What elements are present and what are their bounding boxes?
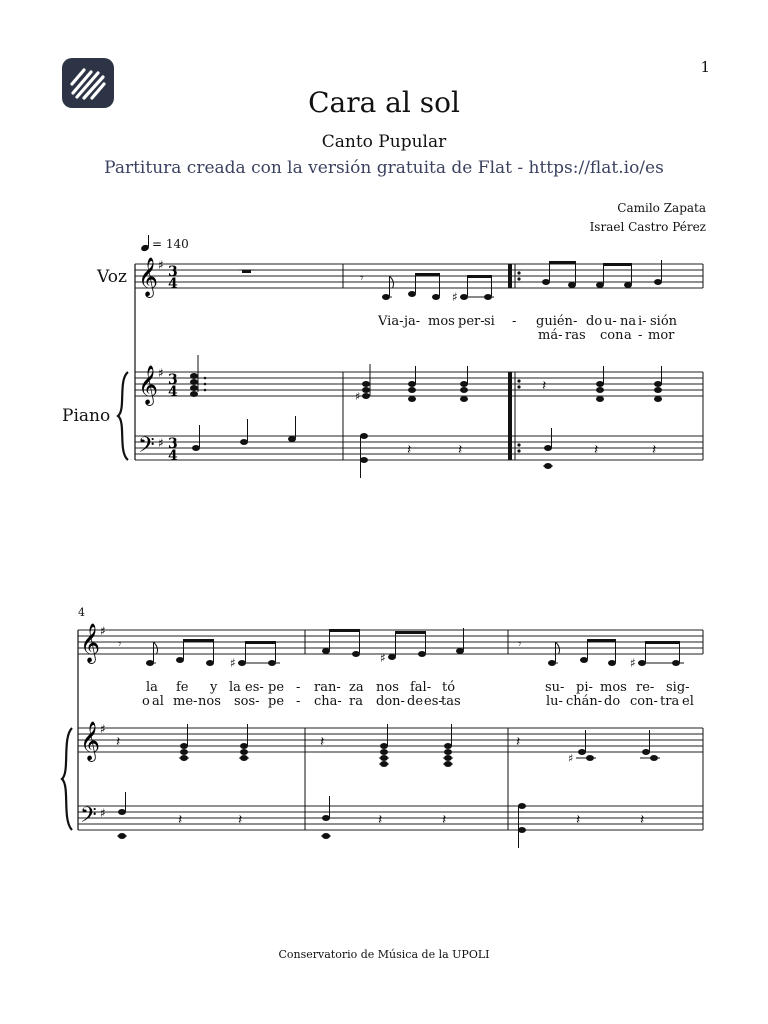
lyric-syllable: re- xyxy=(636,680,655,695)
treble-clef-icon: 𝄞 xyxy=(138,365,159,405)
svg-text:𝄽: 𝄽 xyxy=(378,812,383,828)
lyric-syllable: es- xyxy=(245,680,264,695)
svg-text:♯: ♯ xyxy=(568,752,574,765)
score-subtitle: Canto Pupular xyxy=(321,132,447,152)
lyric-syllable: pe xyxy=(268,680,285,695)
svg-text:𝄽: 𝄽 xyxy=(238,812,243,828)
svg-text:𝄽: 𝄽 xyxy=(178,812,183,828)
lyric-syllable: el xyxy=(682,694,694,709)
lyric-syllable: mos xyxy=(600,680,627,695)
svg-text:3: 3 xyxy=(168,372,178,388)
svg-text:𝄽: 𝄽 xyxy=(594,442,599,458)
svg-text:♯: ♯ xyxy=(630,656,636,670)
svg-text:𝄽: 𝄽 xyxy=(516,734,521,750)
svg-text:𝄽: 𝄽 xyxy=(458,442,463,458)
treble-clef-icon: 𝄞 xyxy=(80,623,101,663)
lyric-syllable: do xyxy=(604,694,621,709)
svg-text:♯: ♯ xyxy=(355,390,361,403)
sharp-icon: ♯ xyxy=(100,806,106,820)
lyric-syllable: do xyxy=(586,314,603,329)
lyric-syllable: tas xyxy=(441,694,461,709)
piano-bass-staff-1 xyxy=(135,436,703,460)
lyric-syllable: nos xyxy=(376,680,399,695)
measure-number: 4 xyxy=(78,606,85,619)
svg-text:𝄽: 𝄽 xyxy=(320,734,325,750)
sharp-icon: ♯ xyxy=(158,436,164,450)
lyric-syllable: sig- xyxy=(666,680,690,695)
svg-text:𝄾: 𝄾 xyxy=(518,637,522,652)
lyric-syllable: a xyxy=(624,328,632,343)
arranger-credit: Israel Castro Pérez xyxy=(589,220,706,234)
lyric-syllable: - xyxy=(296,680,301,695)
lyric-syllable: Via- xyxy=(378,314,404,329)
rest-icon xyxy=(242,270,251,273)
lyric-syllable: za xyxy=(349,680,364,695)
svg-text:♯: ♯ xyxy=(452,290,458,304)
lyric-syllable: de xyxy=(407,694,424,709)
svg-text:𝄽: 𝄽 xyxy=(652,442,657,458)
page-number: 1 xyxy=(700,58,710,76)
lyric-syllable: sos- xyxy=(234,694,260,709)
page-footer: Conservatorio de Música de la UPOLI xyxy=(278,948,490,961)
lyric-syllable: per- xyxy=(458,314,485,329)
lyric-syllable: ra xyxy=(349,694,363,709)
tempo-note-icon xyxy=(140,235,150,252)
lyric-syllable: es- xyxy=(424,694,443,709)
svg-text:𝄽: 𝄽 xyxy=(576,812,581,828)
lyric-syllable: con- xyxy=(630,694,658,709)
svg-text:4: 4 xyxy=(168,384,178,400)
bass-clef-icon: 𝄢 xyxy=(80,803,97,833)
svg-text:4: 4 xyxy=(168,276,178,292)
svg-text:𝄽: 𝄽 xyxy=(542,378,547,394)
svg-text:3: 3 xyxy=(168,436,178,452)
piano-part-name: Piano xyxy=(62,406,111,426)
lyric-syllable: cha- xyxy=(314,694,342,709)
lyric-syllable: al xyxy=(152,694,164,709)
svg-text:𝄽: 𝄽 xyxy=(116,734,121,750)
svg-text:4: 4 xyxy=(168,448,178,464)
svg-text:3: 3 xyxy=(168,264,178,280)
svg-text:♯: ♯ xyxy=(230,656,236,670)
lyric-syllable: ras xyxy=(565,328,586,343)
svg-text:𝄽: 𝄽 xyxy=(640,812,645,828)
lyric-syllable: - xyxy=(573,314,578,329)
lyric-syllable: o xyxy=(142,694,150,709)
lyric-syllable: u- xyxy=(604,314,617,329)
lyric-syllable: - xyxy=(638,328,643,343)
voice-part-name: Voz xyxy=(97,267,127,287)
lyric-syllable: ja- xyxy=(404,314,421,329)
sharp-icon: ♯ xyxy=(100,624,106,638)
lyric-syllable: má- xyxy=(538,328,563,343)
lyric-syllable: - xyxy=(296,694,301,709)
lyric-syllable: pe xyxy=(268,694,285,709)
lyric-syllable: fe xyxy=(176,680,189,695)
svg-text:♯: ♯ xyxy=(380,651,386,665)
lyric-syllable: na xyxy=(620,314,637,329)
lyric-syllable: - xyxy=(512,314,517,329)
lyric-syllable: pi- xyxy=(576,680,593,695)
lyric-syllable: me- xyxy=(173,694,198,709)
repeat-barline-1 xyxy=(508,264,521,460)
time-signature xyxy=(168,264,178,464)
lyric-syllable: mos xyxy=(428,314,455,329)
piano-bass-staff-2 xyxy=(78,806,703,830)
lyric-syllable: la xyxy=(146,680,158,695)
sharp-icon: ♯ xyxy=(158,258,164,272)
score-title: Cara al sol xyxy=(308,86,460,119)
lyric-syllable: i- xyxy=(638,314,647,329)
piano-treble-staff-1 xyxy=(135,372,703,396)
flat-watermark: Partitura creada con la versión gratuita de Flat - https://flat.io/es xyxy=(104,158,664,178)
lyric-syllable: y xyxy=(210,680,218,695)
lyric-syllable: su- xyxy=(545,680,565,695)
svg-text:𝄽: 𝄽 xyxy=(407,442,412,458)
lyric-syllable: ran- xyxy=(314,680,341,695)
svg-text:𝄾: 𝄾 xyxy=(118,637,122,652)
lyric-syllable: guién xyxy=(536,314,573,329)
lyric-syllable: fal- xyxy=(410,680,432,695)
lyric-syllable: mor xyxy=(648,328,675,343)
lyric-syllable: lu- xyxy=(546,694,563,709)
eighth-rest-icon: 𝄾 xyxy=(360,271,364,286)
tempo-marking: = 140 xyxy=(152,237,189,251)
lyric-syllable: con xyxy=(600,328,624,343)
lyric-syllable: nos xyxy=(198,694,221,709)
piano-treble-staff-2 xyxy=(78,728,703,752)
lyric-syllable: la xyxy=(229,680,241,695)
lyric-syllable: tó xyxy=(442,680,456,695)
piano-brace-icon xyxy=(62,728,72,830)
sharp-icon: ♯ xyxy=(100,722,106,736)
piano-brace-icon xyxy=(118,372,128,460)
svg-text:𝄽: 𝄽 xyxy=(442,812,447,828)
sharp-icon: ♯ xyxy=(158,366,164,380)
lyric-syllable: chán- xyxy=(566,694,603,709)
bass-clef-icon: 𝄢 xyxy=(138,433,155,463)
lyric-syllable: tra xyxy=(660,694,680,709)
lyric-syllable: sión xyxy=(650,314,678,329)
composer-credit: Camilo Zapata xyxy=(617,201,706,215)
lyric-syllable: si xyxy=(484,314,495,329)
treble-clef-icon: 𝄞 xyxy=(138,257,159,297)
lyric-syllable: don- xyxy=(376,694,405,709)
treble-clef-icon: 𝄞 xyxy=(80,721,101,761)
